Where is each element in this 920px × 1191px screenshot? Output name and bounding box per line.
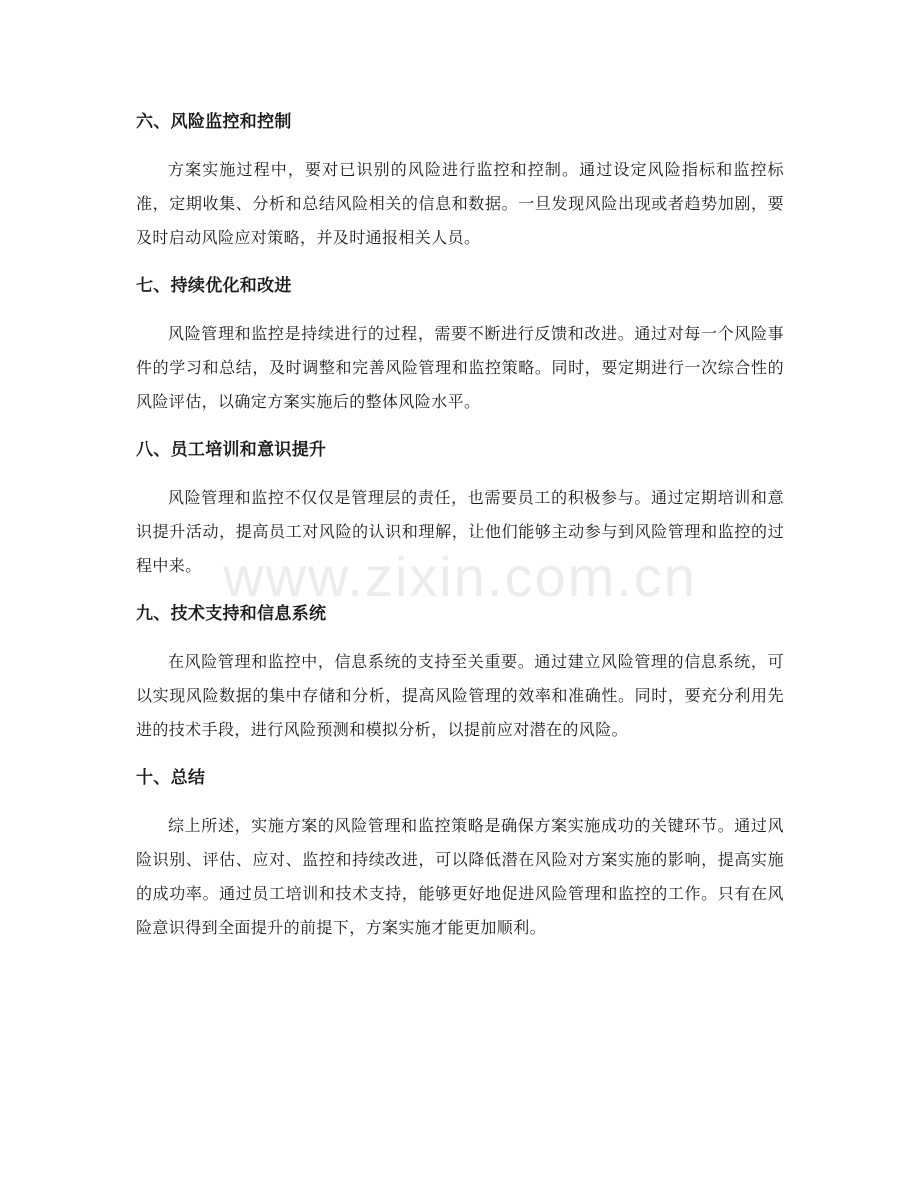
section-paragraph: 方案实施过程中，要对已识别的风险进行监控和控制。通过设定风险指标和监控标准，定期收集、分析和总结风险相关的信息和数据。一旦发现风险出现或者趋势加剧，要及时启动风险应对策略，并及时通报相关人员。 xyxy=(136,160,784,247)
watermark: www.zixin.com.cn xyxy=(223,545,697,608)
section-heading: 八、员工培训和意识提升 xyxy=(136,440,327,460)
section-7 xyxy=(136,268,784,419)
section-10 xyxy=(136,760,784,945)
section-heading: 六、风险监控和控制 xyxy=(136,112,292,132)
section-paragraph: 风险管理和监控是持续进行的过程，需要不断进行反馈和改进。通过对每一个风险事件的学习和总结，及时调整和完善风险管理和监控策略。同时，要定期进行一次综合性的风险评估，以确定方案实施后的整体风险水平。 xyxy=(136,324,784,411)
section-8 xyxy=(136,432,784,583)
section-heading: 七、持续优化和改进 xyxy=(136,276,292,296)
section-paragraph: 综上所述，实施方案的风险管理和监控策略是确保方案实施成功的关键环节。通过风险识别、评估、应对、监控和持续改进，可以降低潜在风险对方案实施的影响，提高实施的成功率。通过员工培训和技术支持，能够更好地促进风险管理和监控的工作。只有在风险意识得到全面提升的前提下，方案实施才能更加顺利。 xyxy=(136,816,784,937)
section-heading: 十、总结 xyxy=(136,768,206,788)
section-paragraph: 在风险管理和监控中，信息系统的支持至关重要。通过建立风险管理的信息系统，可以实现风险数据的集中存储和分析，提高风险管理的效率和准确性。同时，要充分利用先进的技术手段，进行风险预测和模拟分析，以提前应对潜在的风险。 xyxy=(136,652,784,739)
section-6 xyxy=(136,104,784,255)
section-paragraph: 风险管理和监控不仅仅是管理层的责任，也需要员工的积极参与。通过定期培训和意识提升活动，提高员工对风险的认识和理解，让他们能够主动参与到风险管理和监控的过程中来。 xyxy=(136,488,784,575)
section-9 xyxy=(136,596,784,747)
document-body xyxy=(136,104,784,958)
section-heading: 九、技术支持和信息系统 xyxy=(136,604,327,624)
